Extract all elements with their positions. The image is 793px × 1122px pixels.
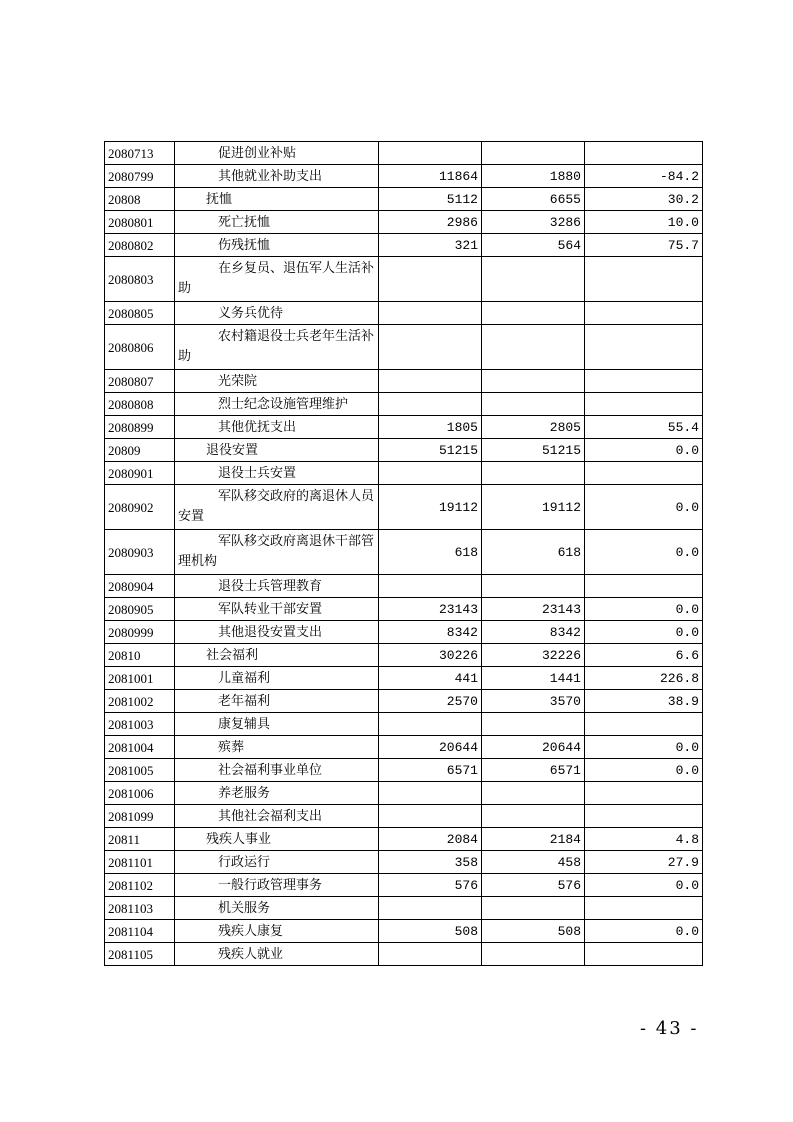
value-cell-2: 3286: [482, 211, 585, 234]
value-cell-1: 5112: [379, 188, 482, 211]
value-cell-2: 51215: [482, 439, 585, 462]
value-cell-2: 508: [482, 920, 585, 943]
value-cell-2: [482, 393, 585, 416]
subject-code-cell: 2081006: [105, 782, 175, 805]
subject-name-text: 老年福利: [218, 693, 271, 709]
subject-name-text: 退役士兵安置: [218, 465, 297, 481]
value-cell-3: [585, 462, 703, 485]
table-row: [105, 736, 703, 759]
subject-code-cell: 2080803: [105, 257, 175, 302]
value-cell-3: [585, 142, 703, 165]
table-row: [105, 439, 703, 462]
value-cell-3: [585, 713, 703, 736]
subject-name-cell: [175, 485, 379, 530]
subject-code-cell: 2081105: [105, 943, 175, 966]
subject-name-text: 军队转业干部安置: [218, 601, 323, 617]
value-cell-2: [482, 782, 585, 805]
value-cell-1: 19112: [379, 485, 482, 530]
subject-name-text: 残疾人事业: [206, 831, 272, 847]
value-cell-1: [379, 325, 482, 370]
value-cell-2: [482, 897, 585, 920]
table-row: [105, 302, 703, 325]
value-cell-3: 226.8: [585, 667, 703, 690]
table-row: [105, 257, 703, 302]
subject-name-text: 退役安置: [206, 442, 259, 458]
subject-name-cell: [175, 211, 379, 234]
table-row: [105, 690, 703, 713]
subject-name-cell: [175, 142, 379, 165]
value-cell-3: [585, 575, 703, 598]
value-cell-2: 8342: [482, 621, 585, 644]
subject-name-cell: [175, 188, 379, 211]
table-row: [105, 325, 703, 370]
subject-name-cell: [175, 234, 379, 257]
subject-code-cell: 2080901: [105, 462, 175, 485]
subject-code-cell: 2081003: [105, 713, 175, 736]
table-row: [105, 874, 703, 897]
subject-code-cell: 2080807: [105, 370, 175, 393]
value-cell-1: [379, 782, 482, 805]
table-row: [105, 165, 703, 188]
value-cell-2: [482, 302, 585, 325]
subject-name-text: 军队移交政府的离退休人员安置: [178, 489, 375, 524]
subject-code-cell: 2080999: [105, 621, 175, 644]
value-cell-1: 2084: [379, 828, 482, 851]
value-cell-3: 38.9: [585, 690, 703, 713]
subject-name-cell: [175, 713, 379, 736]
value-cell-2: 32226: [482, 644, 585, 667]
value-cell-2: 576: [482, 874, 585, 897]
subject-name-text: 社会福利事业单位: [218, 762, 323, 778]
value-cell-1: 8342: [379, 621, 482, 644]
value-cell-1: [379, 302, 482, 325]
subject-code-cell: 2081004: [105, 736, 175, 759]
table-row: [105, 759, 703, 782]
table-row: [105, 485, 703, 530]
subject-name-text: 退役士兵管理教育: [218, 578, 323, 594]
subject-name-cell: [175, 897, 379, 920]
table-row: [105, 598, 703, 621]
value-cell-2: [482, 370, 585, 393]
value-cell-1: 1805: [379, 416, 482, 439]
value-cell-1: 23143: [379, 598, 482, 621]
table-row: [105, 234, 703, 257]
value-cell-2: 20644: [482, 736, 585, 759]
value-cell-1: 51215: [379, 439, 482, 462]
subject-name-text: 其他就业补助支出: [218, 168, 323, 184]
subject-code-cell: 2081103: [105, 897, 175, 920]
value-cell-2: [482, 257, 585, 302]
subject-name-text: 机关服务: [218, 900, 271, 916]
value-cell-1: 441: [379, 667, 482, 690]
value-cell-3: [585, 805, 703, 828]
value-cell-3: 0.0: [585, 598, 703, 621]
table-row: [105, 943, 703, 966]
subject-code-cell: 2081005: [105, 759, 175, 782]
subject-code-cell: 2080905: [105, 598, 175, 621]
value-cell-1: 30226: [379, 644, 482, 667]
value-cell-2: [482, 713, 585, 736]
value-cell-1: [379, 142, 482, 165]
table-row: [105, 142, 703, 165]
value-cell-1: 321: [379, 234, 482, 257]
subject-code-cell: 2081102: [105, 874, 175, 897]
value-cell-1: [379, 575, 482, 598]
value-cell-2: 3570: [482, 690, 585, 713]
value-cell-3: -84.2: [585, 165, 703, 188]
subject-name-cell: [175, 439, 379, 462]
subject-name-cell: [175, 667, 379, 690]
subject-name-cell: [175, 805, 379, 828]
value-cell-2: [482, 575, 585, 598]
value-cell-2: 6571: [482, 759, 585, 782]
table-row: [105, 828, 703, 851]
table-row: [105, 393, 703, 416]
subject-name-text: 社会福利: [206, 647, 259, 663]
subject-code-cell: 20809: [105, 439, 175, 462]
table-row: [105, 667, 703, 690]
subject-name-text: 促进创业补贴: [218, 145, 297, 161]
subject-name-cell: [175, 370, 379, 393]
subject-name-cell: [175, 828, 379, 851]
subject-name-cell: [175, 874, 379, 897]
budget-table: [104, 141, 703, 966]
table-row: [105, 920, 703, 943]
value-cell-3: 27.9: [585, 851, 703, 874]
subject-name-text: 死亡抚恤: [218, 214, 271, 230]
value-cell-2: [482, 142, 585, 165]
subject-code-cell: 2080799: [105, 165, 175, 188]
subject-name-text: 其他社会福利支出: [218, 808, 323, 824]
subject-name-cell: [175, 393, 379, 416]
value-cell-1: [379, 370, 482, 393]
subject-code-cell: 2080808: [105, 393, 175, 416]
subject-name-text: 其他优抚支出: [218, 419, 297, 435]
value-cell-2: [482, 943, 585, 966]
table-row: [105, 644, 703, 667]
subject-name-text: 其他退役安置支出: [218, 624, 323, 640]
value-cell-3: [585, 370, 703, 393]
value-cell-2: 19112: [482, 485, 585, 530]
value-cell-1: 576: [379, 874, 482, 897]
value-cell-3: [585, 393, 703, 416]
value-cell-1: [379, 805, 482, 828]
subject-name-text: 行政运行: [218, 854, 271, 870]
value-cell-1: [379, 897, 482, 920]
subject-code-cell: 2080805: [105, 302, 175, 325]
value-cell-3: [585, 257, 703, 302]
subject-name-text: 殡葬: [218, 739, 245, 755]
subject-name-text: 康复辅具: [218, 716, 271, 732]
value-cell-3: 0.0: [585, 439, 703, 462]
subject-name-cell: [175, 621, 379, 644]
value-cell-1: 358: [379, 851, 482, 874]
subject-name-cell: [175, 782, 379, 805]
table-row: [105, 530, 703, 575]
subject-name-cell: [175, 920, 379, 943]
value-cell-3: [585, 325, 703, 370]
value-cell-3: 10.0: [585, 211, 703, 234]
value-cell-3: 0.0: [585, 621, 703, 644]
value-cell-3: [585, 897, 703, 920]
subject-name-cell: [175, 736, 379, 759]
value-cell-1: [379, 393, 482, 416]
value-cell-1: [379, 462, 482, 485]
value-cell-1: [379, 943, 482, 966]
value-cell-3: 6.6: [585, 644, 703, 667]
subject-code-cell: 2081104: [105, 920, 175, 943]
value-cell-1: 618: [379, 530, 482, 575]
value-cell-2: 2805: [482, 416, 585, 439]
subject-code-cell: 2080802: [105, 234, 175, 257]
table-row: [105, 713, 703, 736]
subject-name-cell: [175, 416, 379, 439]
subject-code-cell: 2081099: [105, 805, 175, 828]
subject-name-cell: [175, 325, 379, 370]
value-cell-1: 2570: [379, 690, 482, 713]
table-row: [105, 575, 703, 598]
subject-name-cell: [175, 690, 379, 713]
table-row: [105, 211, 703, 234]
value-cell-3: 30.2: [585, 188, 703, 211]
table-row: [105, 805, 703, 828]
subject-name-cell: [175, 462, 379, 485]
subject-code-cell: 2081101: [105, 851, 175, 874]
value-cell-1: [379, 257, 482, 302]
subject-name-cell: [175, 598, 379, 621]
subject-code-cell: 2080899: [105, 416, 175, 439]
subject-name-text: 一般行政管理事务: [218, 877, 323, 893]
value-cell-2: [482, 462, 585, 485]
table-row: [105, 462, 703, 485]
subject-code-cell: 2080904: [105, 575, 175, 598]
value-cell-2: 1441: [482, 667, 585, 690]
subject-name-cell: [175, 530, 379, 575]
value-cell-3: 0.0: [585, 874, 703, 897]
value-cell-2: 23143: [482, 598, 585, 621]
value-cell-3: 55.4: [585, 416, 703, 439]
subject-code-cell: 20808: [105, 188, 175, 211]
value-cell-3: [585, 782, 703, 805]
value-cell-3: 0.0: [585, 759, 703, 782]
subject-code-cell: 20810: [105, 644, 175, 667]
subject-code-cell: 2081001: [105, 667, 175, 690]
subject-name-text: 抚恤: [206, 191, 233, 207]
subject-name-text: 烈士纪念设施管理维护: [218, 396, 349, 412]
value-cell-3: [585, 302, 703, 325]
subject-name-text: 光荣院: [218, 373, 258, 389]
value-cell-1: 6571: [379, 759, 482, 782]
subject-name-cell: [175, 851, 379, 874]
value-cell-2: [482, 805, 585, 828]
table-body: [105, 142, 703, 966]
subject-name-cell: [175, 759, 379, 782]
value-cell-3: 0.0: [585, 485, 703, 530]
subject-code-cell: 2080806: [105, 325, 175, 370]
value-cell-2: 2184: [482, 828, 585, 851]
subject-name-text: 义务兵优待: [218, 305, 284, 321]
table-row: [105, 621, 703, 644]
subject-code-cell: 2080903: [105, 530, 175, 575]
value-cell-3: 4.8: [585, 828, 703, 851]
value-cell-1: 508: [379, 920, 482, 943]
page-number: - 43 -: [640, 1018, 699, 1039]
subject-name-text: 残疾人康复: [218, 923, 284, 939]
value-cell-3: [585, 943, 703, 966]
value-cell-2: 6655: [482, 188, 585, 211]
table-row: [105, 782, 703, 805]
value-cell-2: [482, 325, 585, 370]
value-cell-1: [379, 713, 482, 736]
subject-code-cell: 2081002: [105, 690, 175, 713]
value-cell-1: 20644: [379, 736, 482, 759]
subject-name-text: 军队移交政府离退休干部管理机构: [178, 534, 375, 569]
value-cell-1: 11864: [379, 165, 482, 188]
table-row: [105, 416, 703, 439]
subject-code-cell: 2080801: [105, 211, 175, 234]
subject-name-text: 在乡复员、退伍军人生活补助: [178, 261, 375, 296]
value-cell-3: 75.7: [585, 234, 703, 257]
table-row: [105, 370, 703, 393]
value-cell-2: 564: [482, 234, 585, 257]
subject-name-cell: [175, 257, 379, 302]
subject-name-cell: [175, 644, 379, 667]
table-row: [105, 851, 703, 874]
subject-code-cell: 2080902: [105, 485, 175, 530]
value-cell-3: 0.0: [585, 736, 703, 759]
value-cell-1: 2986: [379, 211, 482, 234]
value-cell-3: 0.0: [585, 530, 703, 575]
subject-name-text: 残疾人就业: [218, 946, 284, 962]
subject-code-cell: 20811: [105, 828, 175, 851]
subject-name-text: 伤残抚恤: [218, 237, 271, 253]
value-cell-2: 458: [482, 851, 585, 874]
subject-name-cell: [175, 575, 379, 598]
value-cell-2: 618: [482, 530, 585, 575]
subject-name-cell: [175, 165, 379, 188]
subject-name-text: 农村籍退役士兵老年生活补助: [178, 329, 375, 364]
subject-name-cell: [175, 943, 379, 966]
table-row: [105, 188, 703, 211]
value-cell-3: 0.0: [585, 920, 703, 943]
subject-code-cell: 2080713: [105, 142, 175, 165]
value-cell-2: 1880: [482, 165, 585, 188]
subject-name-text: 儿童福利: [218, 670, 271, 686]
subject-name-cell: [175, 302, 379, 325]
table-row: [105, 897, 703, 920]
subject-name-text: 养老服务: [218, 785, 271, 801]
